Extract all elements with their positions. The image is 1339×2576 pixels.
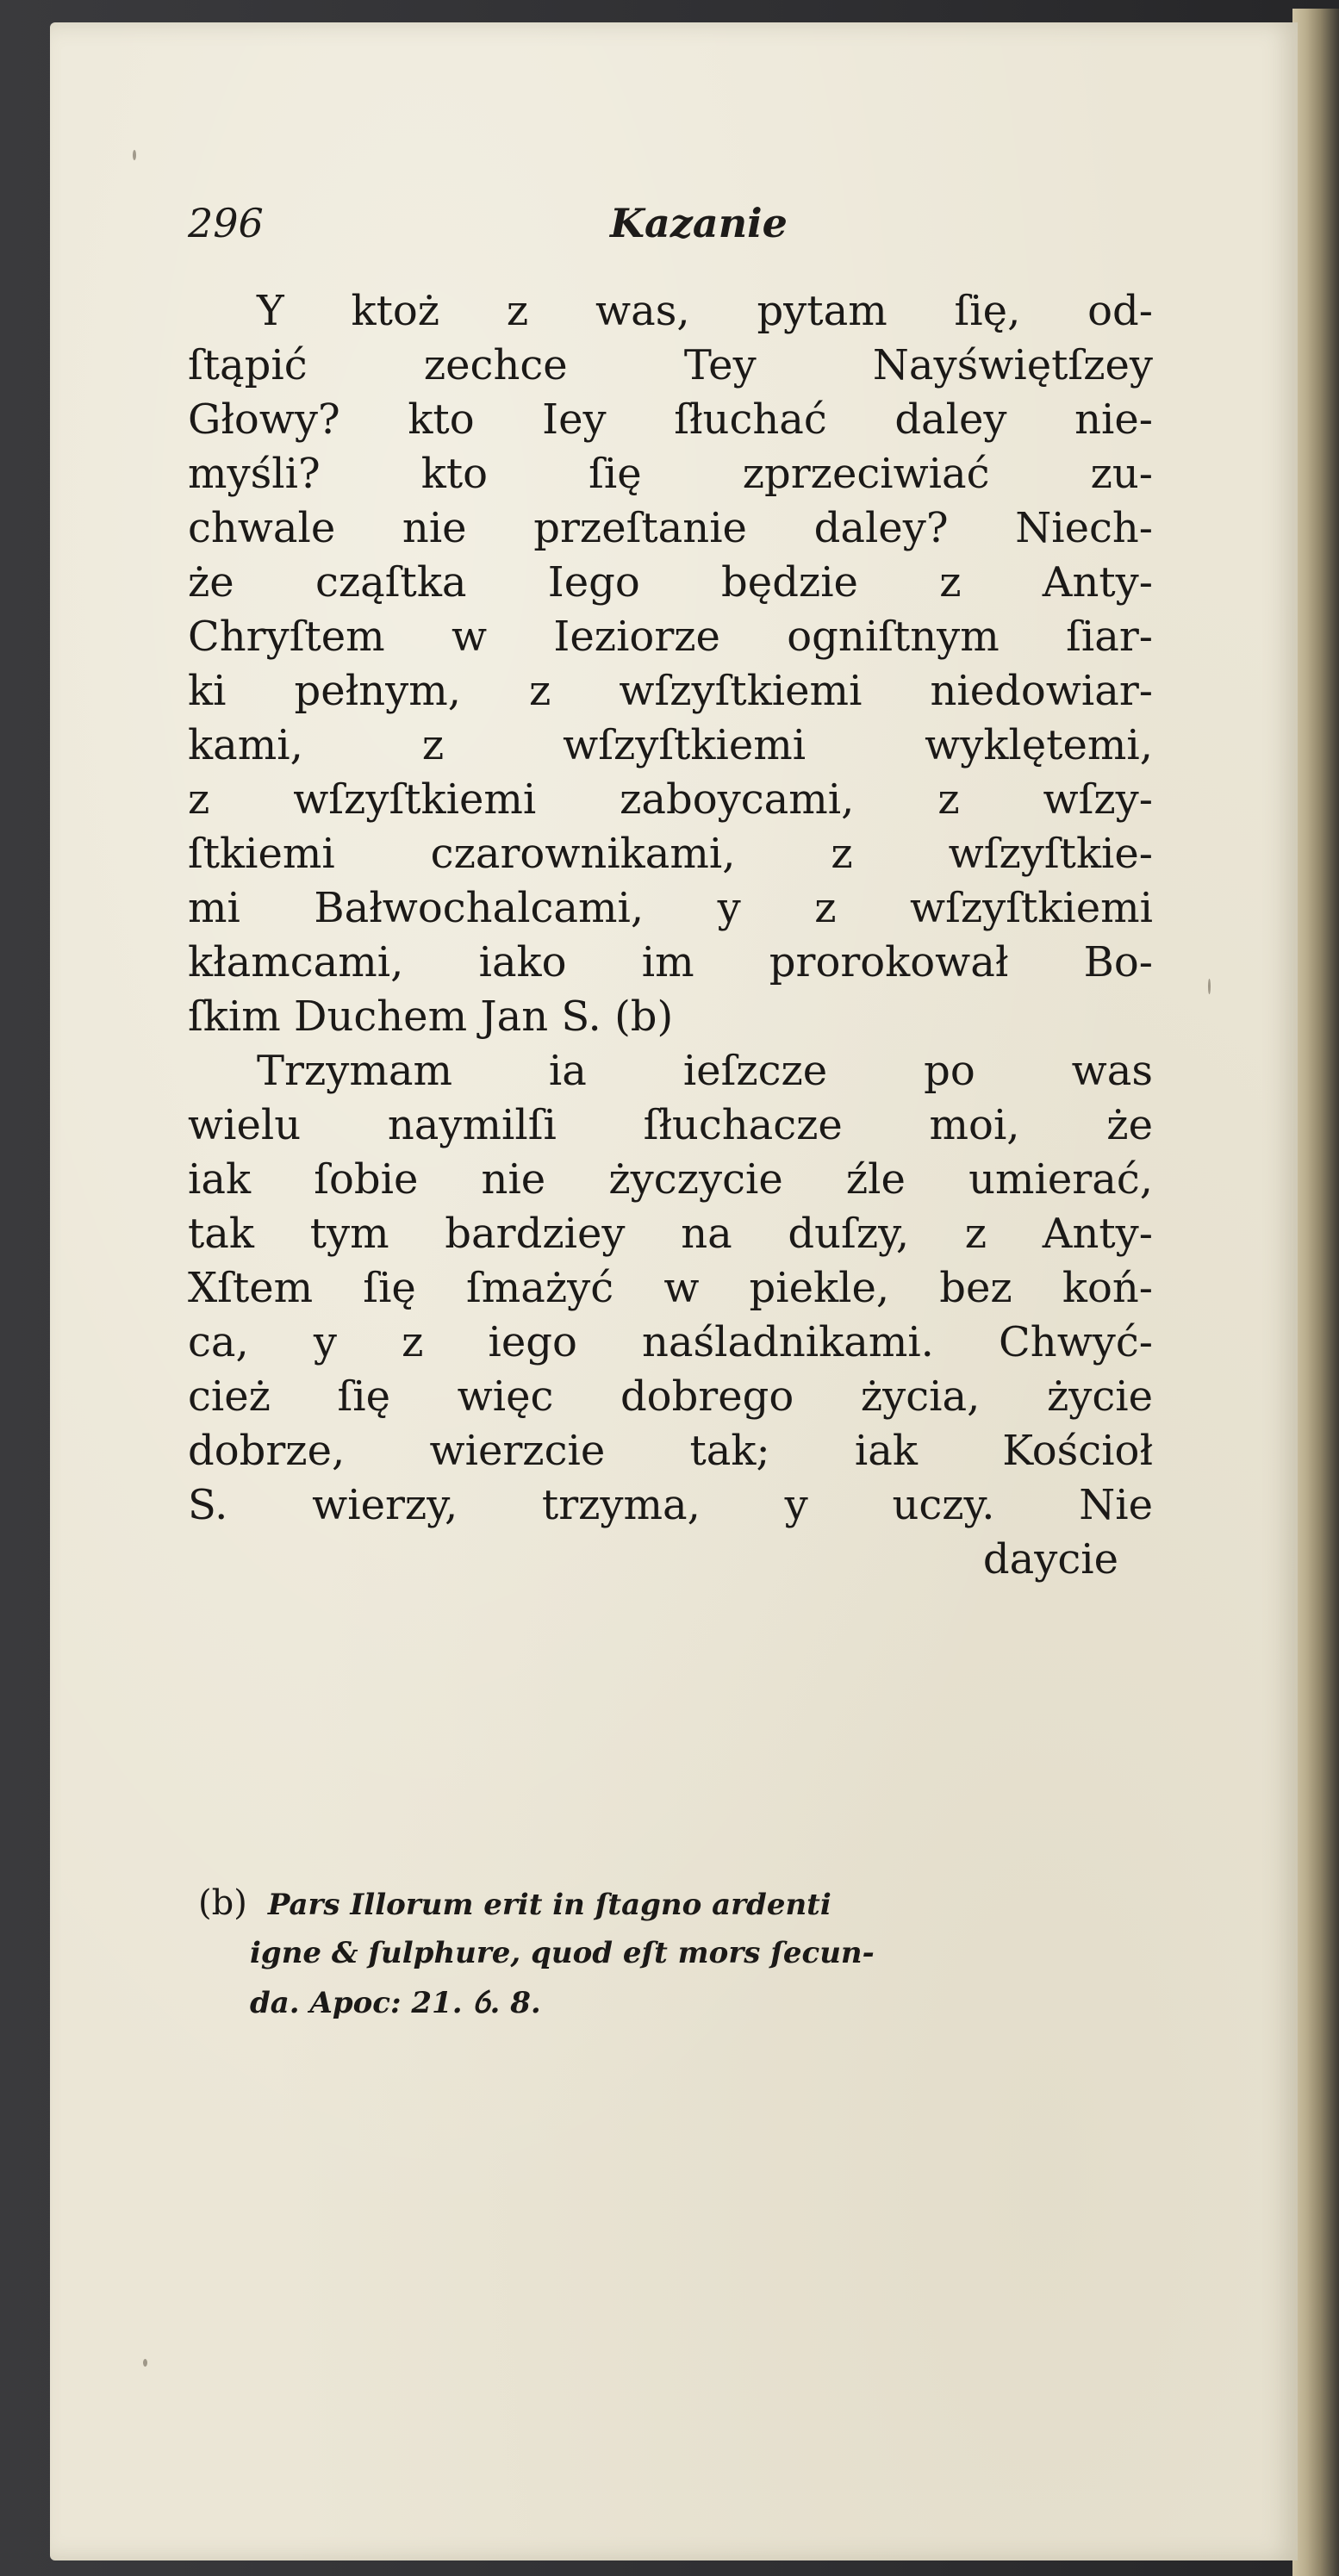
text-line: chwale nie przeſtanie daley? Niech- (188, 504, 1153, 552)
text-line: ſtąpić zechce Tey Nayświętſzey (188, 341, 1153, 389)
footnote-line (198, 1878, 1155, 1928)
text-line: Trzymam ia ieſzcze po was (257, 1047, 1153, 1095)
text-line: Xſtem ſię ſmażyć w piekle, bez koń- (188, 1264, 1153, 1312)
running-title: Kazanie (610, 200, 788, 246)
text-line: ſtkiemi czarownikami, z wſzyſtkie- (188, 830, 1153, 878)
text-line: ſkim Duchem Jan S. (b) (188, 992, 674, 1041)
text-line: z wſzyſtkiemi zaboycami, z wſzy- (188, 775, 1153, 824)
page-header (188, 200, 1127, 269)
text-line: Y ktoż z was, pytam ſię, od- (257, 287, 1153, 335)
text-line: myśli? kto ſię zprzeciwiać zu- (188, 450, 1153, 498)
paper-speck (143, 2359, 147, 2367)
text-line: dobrze, wierzcie tak; iak Kościoł (188, 1427, 1153, 1475)
footnote-marker: (b) (198, 1883, 247, 1923)
text-line: cież ſię więc dobrego życia, życie (188, 1372, 1153, 1421)
text-line: kami, z wſzyſtkiemi wyklętemi, (188, 721, 1153, 769)
text-line: Chryſtem w Ieziorze ogniſtnym ſiar- (188, 613, 1153, 661)
text-line: ca, y z iego naśladnikami. Chwyć- (188, 1318, 1153, 1366)
footnote-line: igne & ſulphure, quod eſt mors ſecun- (250, 1936, 875, 1970)
text-line: kłamcami, iako im prorokował Bo- (188, 938, 1153, 986)
paper-speck (1208, 979, 1211, 994)
catchword: daycie (982, 1535, 1118, 1584)
page-number: 296 (188, 200, 264, 246)
text-line: że cząſtka Iego będzie z Anty- (188, 558, 1153, 607)
sermon-body-text (188, 284, 1153, 1587)
text-line: iak ſobie nie życzycie źle umierać, (188, 1155, 1153, 1204)
footnote-line: da. Apoc: 21. ỽ. 8. (250, 1986, 541, 2020)
text-line: S. wierzy, trzyma, y uczy. Nie (188, 1481, 1153, 1529)
footnote-text: Pars Illorum erit in ſtagno ardenti (267, 1888, 831, 1922)
text-line: ki pełnym, z wſzyſtkiemi niedowiar- (188, 667, 1153, 715)
text-line: Głowy? kto Iey ſłuchać daley nie- (188, 395, 1153, 444)
text-line: mi Bałwochalcami, y z wſzyſtkiemi (188, 884, 1153, 932)
paper-speck (133, 150, 136, 160)
text-line: wielu naymilſi ſłuchacze moi, że (188, 1101, 1153, 1149)
book-page-edges (1292, 9, 1339, 2576)
footnote (198, 1878, 1155, 2028)
text-line: tak tym bardziey na duſzy, z Anty- (188, 1210, 1153, 1258)
